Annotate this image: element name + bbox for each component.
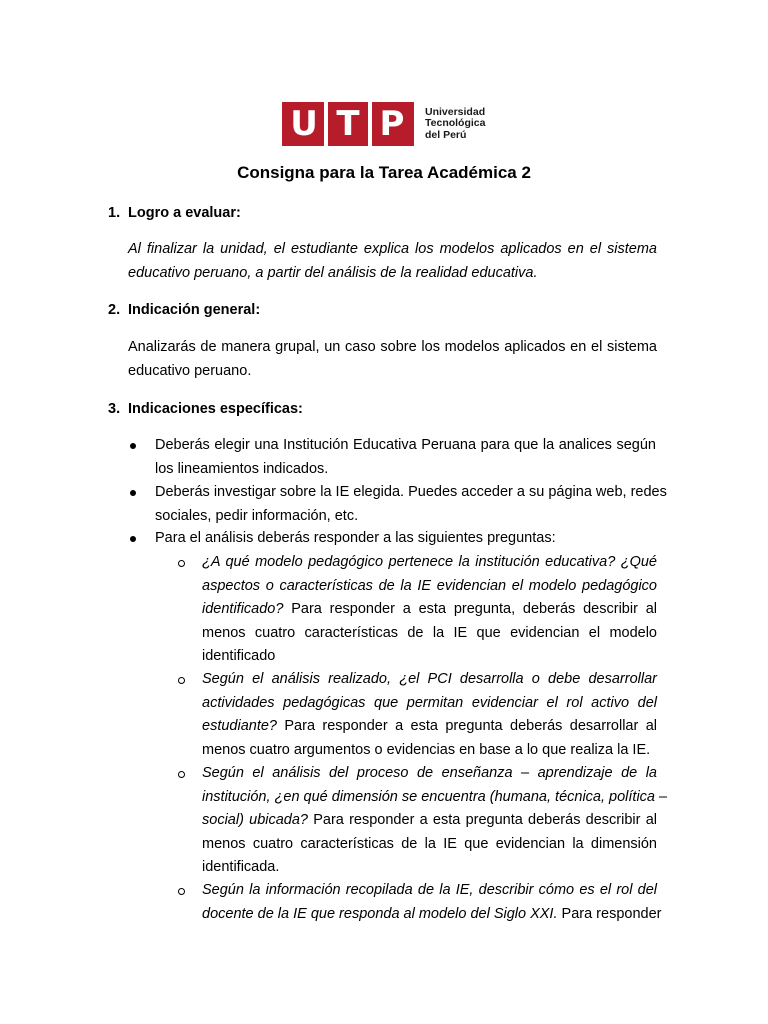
bullet-text bbox=[155, 527, 656, 551]
sub-bullet-line bbox=[202, 645, 657, 669]
sub-bullet-line bbox=[202, 575, 657, 599]
sub-bullet-line bbox=[202, 739, 657, 763]
sub-bullet-text bbox=[202, 668, 657, 762]
section-2-paragraph bbox=[128, 336, 657, 383]
logo-divider bbox=[324, 102, 328, 146]
italic-text-run: aspectos o características de la IE evidencian el modelo pedagógico bbox=[202, 577, 657, 594]
section-title: Indicación general: bbox=[128, 302, 261, 318]
bullet-line: los lineamientos indicados. bbox=[155, 460, 329, 477]
utp-logo-mark bbox=[282, 102, 414, 146]
logo-letter-t: T bbox=[336, 104, 360, 144]
sub-bullet-text bbox=[202, 551, 657, 669]
bullet-dot-icon bbox=[130, 443, 136, 449]
hollow-circle-bullet-icon bbox=[178, 888, 185, 895]
utp-logo bbox=[282, 102, 485, 146]
paragraph-line: Al finalizar la unidad, el estudiante explica los modelos aplicados en el sistema bbox=[128, 241, 657, 257]
bullet-line: Para el análisis deberás responder a las siguientes preguntas: bbox=[155, 530, 556, 546]
logo-letter-u: U bbox=[290, 104, 318, 144]
sub-bullet-line bbox=[202, 692, 657, 716]
logo-text-line: Tecnológica bbox=[425, 117, 486, 130]
italic-text-run: ¿A qué modelo pedagógico pertenece la institución educativa? ¿Qué bbox=[202, 554, 657, 570]
text-run: Para responder a esta pregunta, deberás describir al bbox=[283, 601, 657, 617]
hollow-circle-bullet-icon bbox=[178, 677, 185, 684]
bullet-line: sociales, pedir información, etc. bbox=[155, 507, 359, 524]
sub-bullet-text bbox=[202, 762, 668, 880]
sub-bullet-line bbox=[202, 598, 657, 622]
italic-text-run: identificado? bbox=[202, 601, 284, 617]
paragraph-line: educativo peruano, a partir del análisis de la realidad educativa. bbox=[128, 264, 538, 281]
sub-bullet-line bbox=[202, 622, 657, 646]
bullet-text bbox=[155, 481, 667, 528]
text-run: identificado bbox=[202, 648, 276, 664]
bullet-dot-icon bbox=[130, 536, 136, 542]
section-heading-3 bbox=[108, 399, 303, 419]
italic-text-run: social) ubicada? bbox=[202, 812, 308, 828]
sub-bullet-line bbox=[202, 551, 657, 575]
italic-text-run: Según la información recopilada de la IE, describir cómo es el rol del bbox=[202, 882, 657, 898]
sub-bullet-line bbox=[202, 786, 668, 810]
italic-text-run: docente de la IE que responda al modelo del Siglo XXI. bbox=[202, 905, 558, 922]
sub-bullet-line bbox=[202, 668, 657, 692]
sub-bullet-line bbox=[202, 856, 657, 880]
bullet-line: Deberás investigar sobre la IE elegida. Puedes acceder a su página web, redes bbox=[155, 484, 667, 500]
text-run: Para responder a esta pregunta deberás describir al bbox=[308, 812, 657, 828]
section-title: Indicaciones específicas: bbox=[128, 401, 303, 417]
section-heading-1 bbox=[108, 203, 241, 223]
sub-bullet-line bbox=[202, 833, 657, 857]
italic-text-run: institución, ¿en qué dimensión se encuentra (humana, técnica, política – bbox=[202, 788, 668, 805]
section-number: 3. bbox=[108, 401, 121, 417]
italic-text-run: Según el análisis del proceso de enseñanza – aprendizaje de la bbox=[202, 765, 657, 781]
paragraph-line: educativo peruano. bbox=[128, 362, 252, 379]
sub-bullet-text bbox=[202, 879, 662, 926]
paragraph-line: Analizarás de manera grupal, un caso sobre los modelos aplicados en el sistema bbox=[128, 339, 657, 355]
section-title: Logro a evaluar: bbox=[128, 205, 241, 221]
text-run: menos cuatro características de la IE que evidencian el modelo bbox=[202, 624, 657, 641]
bullet-text bbox=[155, 434, 656, 481]
text-run: Para responder bbox=[557, 905, 662, 922]
bullet-dot-icon bbox=[130, 490, 136, 496]
italic-text-run: actividades pedagógicas que permitan evidenciar el rol activo del bbox=[202, 694, 657, 711]
logo-university-name bbox=[425, 107, 485, 142]
text-run: Para responder a esta pregunta deberás desarrollar al bbox=[276, 718, 657, 734]
document-title: Consigna para la Tarea Académica 2 bbox=[237, 163, 531, 182]
logo-text-line: del Perú bbox=[425, 128, 467, 141]
section-heading-2 bbox=[108, 300, 260, 320]
section-number: 1. bbox=[108, 205, 121, 221]
logo-divider bbox=[368, 102, 372, 146]
sub-bullet-line bbox=[202, 879, 657, 903]
bullet-line: Deberás elegir una Institución Educativa Peruana para que la analices según bbox=[155, 437, 656, 453]
logo-letter-p: P bbox=[379, 104, 405, 144]
text-run: menos cuatro características de la IE que evidencian la dimensión bbox=[202, 835, 657, 852]
section-1-paragraph bbox=[128, 238, 657, 285]
section-number: 2. bbox=[108, 302, 121, 318]
sub-bullet-line bbox=[202, 715, 657, 739]
text-run: identificada. bbox=[202, 859, 280, 875]
sub-bullet-line bbox=[202, 762, 657, 786]
italic-text-run: estudiante? bbox=[202, 718, 277, 734]
hollow-circle-bullet-icon bbox=[178, 771, 185, 778]
sub-bullet-line bbox=[202, 903, 662, 927]
logo-text-line: Universidad bbox=[425, 105, 486, 118]
text-run: menos cuatro argumentos o evidencias en base a lo que realiza la IE. bbox=[202, 741, 651, 758]
italic-text-run: Según el análisis realizado, ¿el PCI desarrolla o debe desarrollar bbox=[202, 671, 657, 687]
hollow-circle-bullet-icon bbox=[178, 560, 185, 567]
sub-bullet-line bbox=[202, 809, 657, 833]
